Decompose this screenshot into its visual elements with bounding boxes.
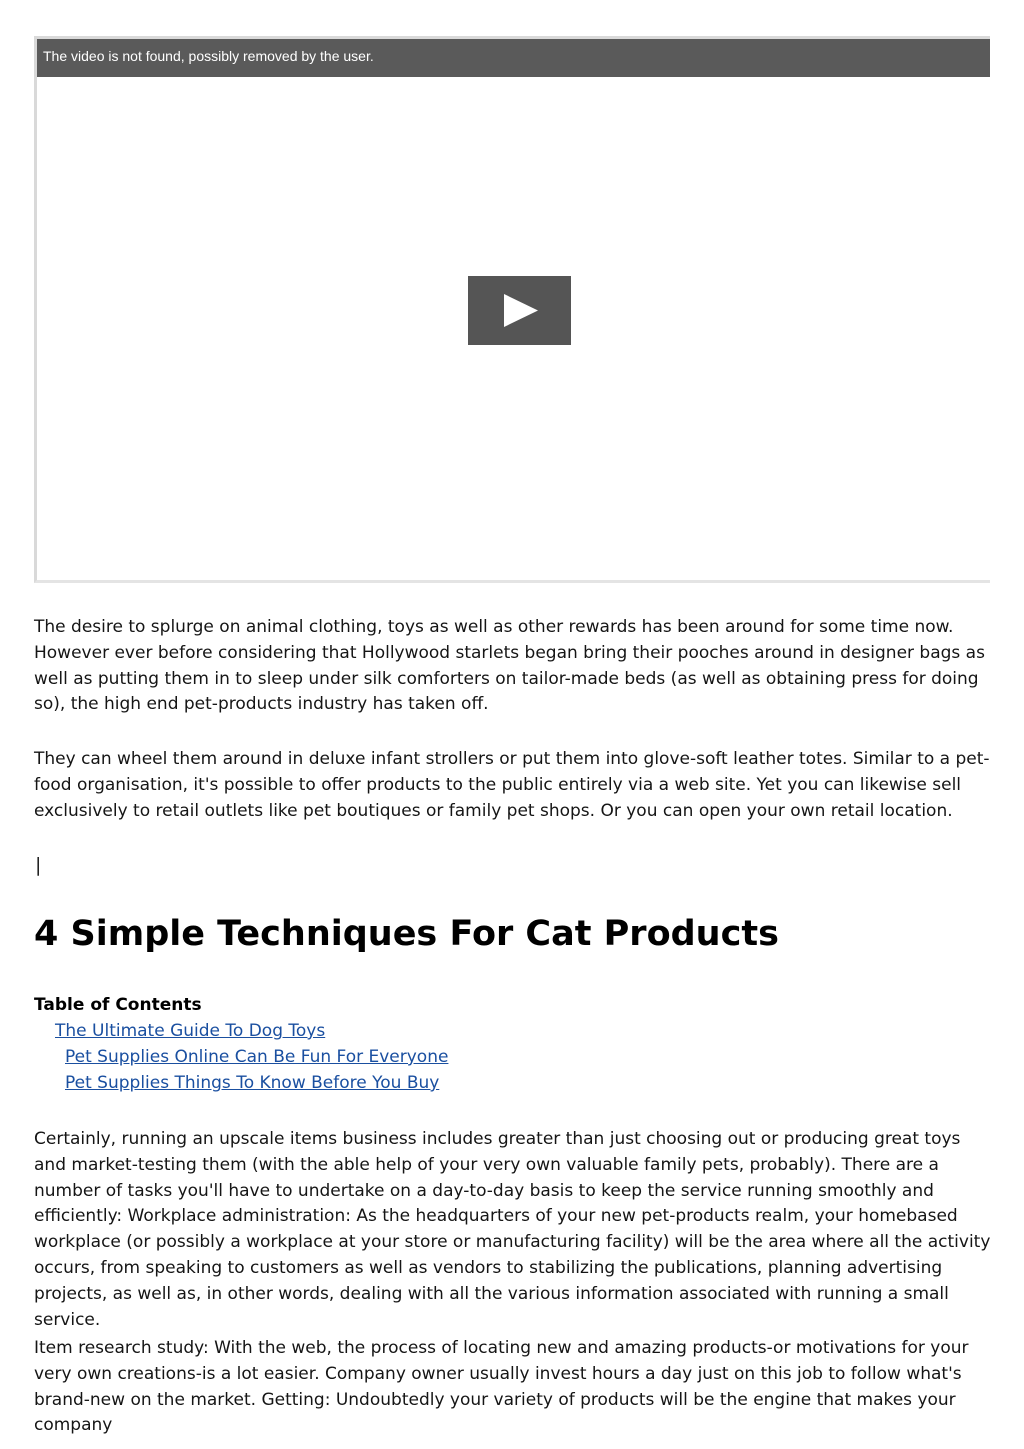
- page-title: 4 Simple Techniques For Cat Products: [34, 914, 779, 954]
- paragraph-business: Certainly, running an upscale items business includes greater than just choosing out or producing great toys and market-testing them (with the able help of your very own valuable family pets, probably). There are a number of tasks you'll have to undertake on a day-to-day basis to keep the service running smoothly and efficiently: Workplace administration: As the headquarters of your new pet-products realm, your homebased workplace (or possibly a workplace at your store or manufacturing facility) will be the area where all the activity occurs, from speaking to customers as well as vendors to stabilizing the publications, planning advertising projects, as well as, in other words, dealing with all the various information associated with running a small service.: [34, 1129, 991, 1330]
- play-button[interactable]: [468, 276, 571, 345]
- video-error-message: The video is not found, possibly removed by the user.: [43, 48, 374, 64]
- text-cursor: |: [35, 854, 42, 876]
- paragraph-research: Item research study: With the web, the process of locating new and amazing products-or motivations for your very own creations-is a lot easier. Company owner usually invest hours a day just on this job to follow what's brand-new on the market. Getting: Undoubtedly your variety of products will be the engine that makes your company: [34, 1338, 969, 1436]
- paragraph-strollers: They can wheel them around in deluxe infant strollers or put them into glove-soft leather totes. Similar to a pet-food organisation, it's possible to offer products to the public entirely via a web site. Yet you can likewise sell exclusively to retail outlets like pet boutiques or family pet shops. Or you can open your own retail location.: [34, 749, 990, 821]
- play-icon: [468, 276, 571, 345]
- video-player[interactable]: [34, 36, 990, 583]
- toc-link-pet-supplies-online[interactable]: Pet Supplies Online Can Be Fun For Everyone: [65, 1047, 449, 1067]
- toc-link-pet-supplies-buy[interactable]: Pet Supplies Things To Know Before You Buy: [65, 1073, 440, 1093]
- video-message-bar: [37, 39, 990, 77]
- paragraph-intro: The desire to splurge on animal clothing, toys as well as other rewards has been around for some time now. However ever before considering that Hollywood starlets began bring their pooches around in designer bags as well as putting them in to sleep under silk comforters on tailor-made beds (as well as obtaining press for doing so), the high end pet-products industry has taken off.: [34, 617, 985, 715]
- toc-title: Table of Contents: [34, 995, 202, 1015]
- toc-link-dog-toys[interactable]: The Ultimate Guide To Dog Toys: [55, 1021, 326, 1041]
